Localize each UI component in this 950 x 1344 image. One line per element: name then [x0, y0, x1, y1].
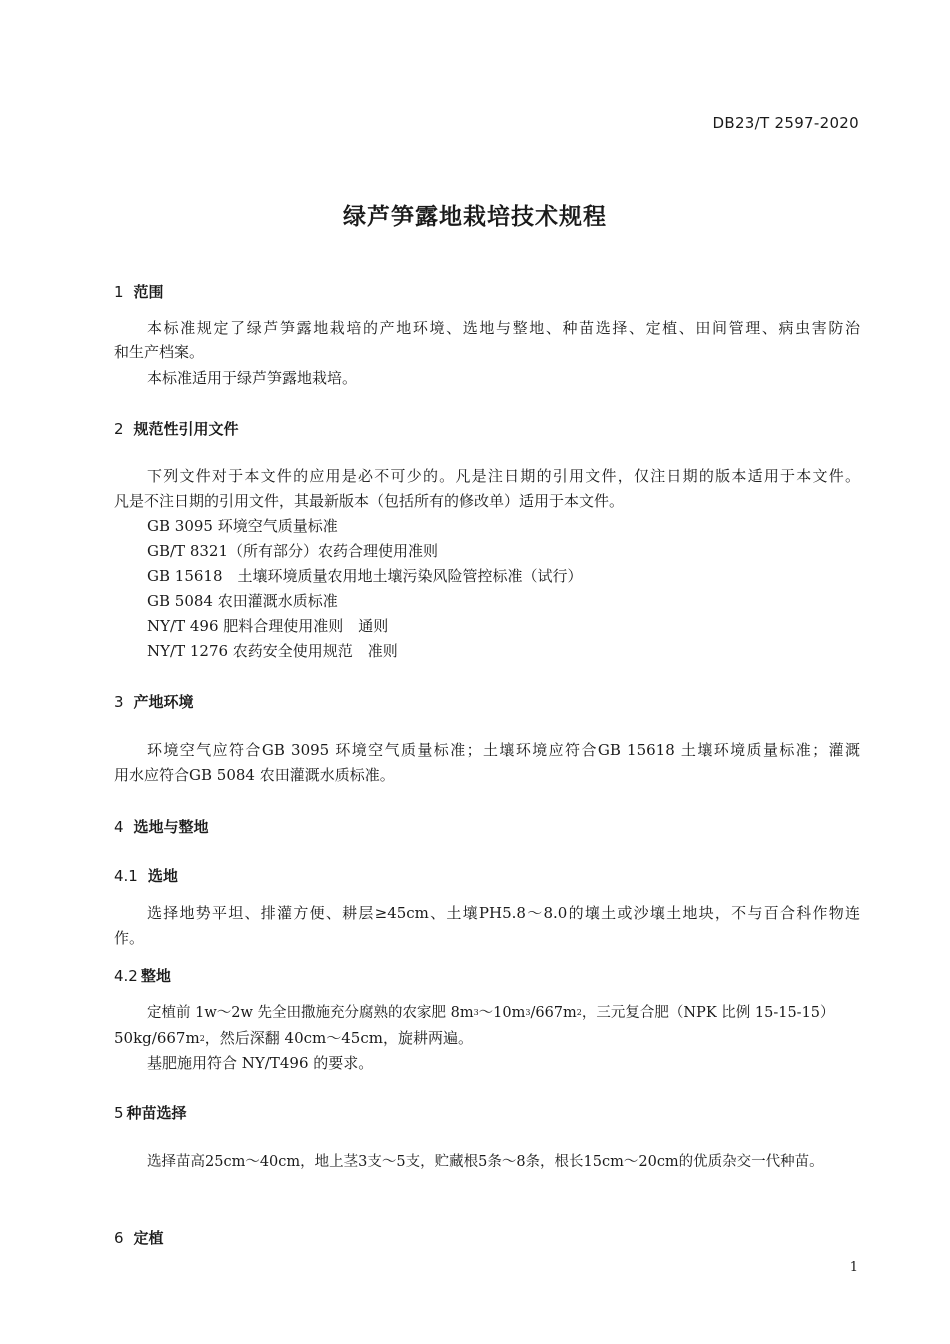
section-heading-5	[114, 1102, 187, 1123]
paragraph-line: 凡是不注日期的引用文件，其最新版本（包括所有的修改单）适用于本文件。	[114, 492, 625, 510]
section-title: 种苗选择	[126, 1104, 187, 1122]
text-run: ，然后深翻 40cm～45cm，旋耕两遍。	[204, 1029, 473, 1047]
superscript: 2	[576, 1008, 582, 1017]
section-heading-6	[114, 1227, 164, 1248]
section-number: 1	[114, 283, 124, 301]
section-number: 6	[114, 1229, 124, 1247]
section-title: 选地	[147, 867, 178, 885]
paragraph-line: 和生产档案。	[114, 343, 205, 361]
section-number: 5	[114, 1104, 124, 1122]
section-number: 2	[114, 420, 124, 438]
superscript: 3	[525, 1008, 531, 1017]
paragraph: 基肥施用符合 NY/T496 的要求。	[147, 1054, 374, 1072]
reference-item: NY/T 1276 农药安全使用规范 准则	[147, 642, 398, 660]
reference-item: NY/T 496 肥料合理使用准则 通则	[147, 617, 389, 635]
document-number: DB23/T 2597-2020	[712, 114, 859, 132]
superscript: 2	[199, 1034, 205, 1043]
paragraph-line	[147, 1001, 860, 1026]
document-title: 绿芦笋露地栽培技术规程	[343, 204, 607, 230]
text-run: 50kg/667m	[114, 1029, 200, 1047]
text-run: ，三元复合肥（NPK 比例 15-15-15）	[581, 1005, 835, 1021]
section-heading-2	[114, 418, 239, 439]
section-title: 选地与整地	[133, 818, 209, 836]
section-heading-4	[114, 816, 209, 837]
reference-item: GB 3095 环境空气质量标准	[147, 517, 338, 535]
section-title: 整地	[140, 967, 171, 985]
subsection-heading-4-1	[114, 865, 178, 886]
paragraph-line: 作。	[114, 929, 145, 947]
paragraph-line: 本标准规定了绿芦笋露地栽培的产地环境、选地与整地、种苗选择、定植、田间管理、病虫害防治	[147, 319, 860, 337]
section-title: 产地环境	[133, 693, 194, 711]
paragraph: 选择苗高25cm～40cm，地上茎3支～5支，贮藏根5条～8条，根长15cm～20cm的优质杂交一代种苗。	[147, 1154, 824, 1170]
paragraph-line: 选择地势平坦、排灌方便、耕层≥45cm、土壤PH5.8～8.0的壤土或沙壤土地块，不与百合科作物连	[147, 904, 860, 922]
section-number: 4.1	[114, 867, 138, 885]
section-number: 4	[114, 818, 124, 836]
paragraph-line: 下列文件对于本文件的应用是必不可少的。凡是注日期的引用文件，仅注日期的版本适用于本文件。	[147, 467, 860, 485]
section-number: 4.2	[114, 967, 138, 985]
paragraph-line	[114, 1026, 860, 1051]
subsection-heading-4-2	[114, 965, 171, 986]
paragraph: 本标准适用于绿芦笋露地栽培。	[147, 369, 358, 387]
section-heading-3	[114, 691, 194, 712]
section-title: 规范性引用文件	[133, 420, 239, 438]
text-run: ～10m	[478, 1005, 526, 1021]
text-run: /667m	[530, 1005, 577, 1021]
reference-item: GB/T 8321（所有部分）农药合理使用准则	[147, 542, 439, 560]
paragraph-line: 用水应符合GB 5084 农田灌溉水质标准。	[114, 766, 395, 784]
section-number: 3	[114, 693, 124, 711]
reference-item: GB 15618 土壤环境质量农用地土壤污染风险管控标准（试行）	[147, 567, 583, 585]
reference-item: GB 5084 农田灌溉水质标准	[147, 592, 338, 610]
superscript: 3	[473, 1008, 479, 1017]
page-number: 1	[849, 1260, 858, 1275]
text-run: 定植前 1w～2w 先全田撒施充分腐熟的农家肥 8m	[147, 1005, 474, 1021]
section-heading-1	[114, 281, 164, 302]
section-title: 定植	[133, 1229, 164, 1247]
paragraph-line: 环境空气应符合GB 3095 环境空气质量标准；土壤环境应符合GB 15618 土壤环境质量标准；灌溉	[147, 741, 860, 759]
section-title: 范围	[133, 283, 164, 301]
